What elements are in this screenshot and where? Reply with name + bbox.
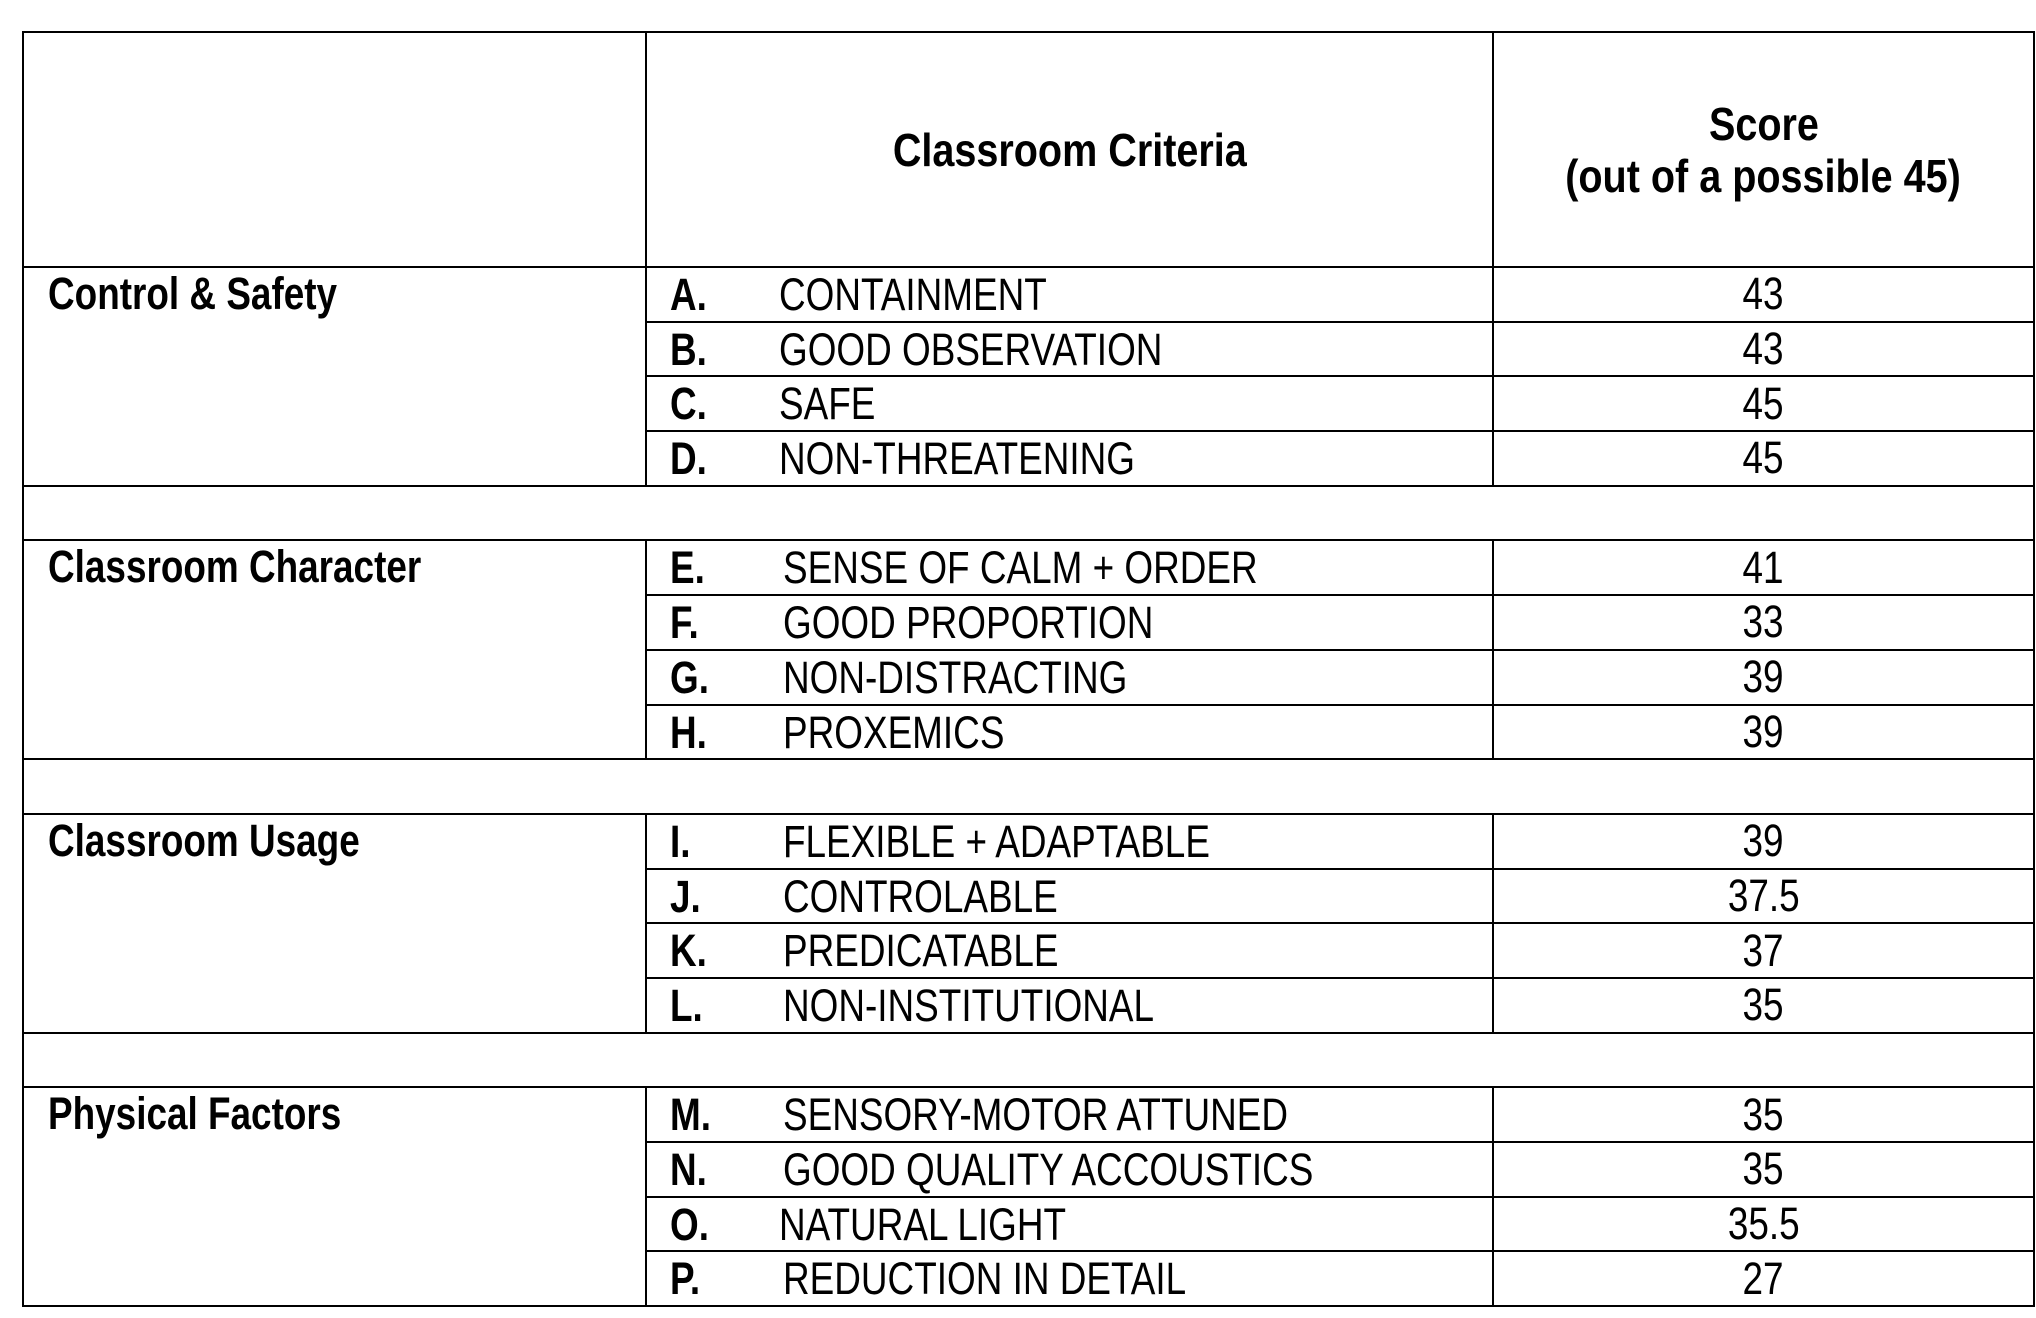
score-value: 27 — [1742, 1252, 1785, 1304]
criterion-cell — [646, 650, 1493, 705]
section-label-text: Classroom Character — [48, 541, 422, 593]
score-header-line1: Score — [1708, 97, 1819, 150]
criterion-letter: E. — [670, 542, 705, 594]
score-cell — [1493, 431, 2034, 486]
criterion-cell — [646, 1087, 1493, 1142]
table-row — [23, 540, 2034, 595]
score-value: 41 — [1742, 541, 1785, 593]
criterion-cell — [646, 1197, 1493, 1252]
score-value: 43 — [1742, 323, 1785, 375]
criterion-name: NON-INSTITUTIONAL — [783, 979, 1155, 1031]
score-cell — [1493, 322, 2034, 377]
score-value: 33 — [1742, 596, 1785, 648]
score-cell — [1493, 978, 2034, 1033]
score-value: 35 — [1742, 1143, 1785, 1195]
criterion-name: CONTAINMENT — [779, 269, 1047, 320]
header-empty-cell — [23, 32, 646, 267]
score-cell — [1493, 540, 2034, 595]
criterion-name: CONTROLABLE — [783, 870, 1058, 922]
score-cell — [1493, 595, 2034, 650]
criterion-letter: G. — [670, 651, 709, 703]
criterion-letter: P. — [670, 1253, 701, 1305]
section-label-text: Control & Safety — [48, 268, 338, 319]
criterion-cell — [646, 322, 1493, 377]
criterion-name: SENSORY-MOTOR ATTUNED — [783, 1089, 1289, 1141]
score-value: 39 — [1742, 651, 1785, 703]
section-label-control-safety — [23, 267, 646, 486]
criterion-letter: F. — [670, 597, 699, 649]
section-label-classroom-character — [23, 540, 646, 759]
score-value: 35 — [1742, 979, 1785, 1031]
criterion-letter: J. — [670, 870, 701, 922]
spacer-cell — [23, 759, 2034, 814]
score-value: 39 — [1742, 815, 1785, 867]
section-label-text: Physical Factors — [48, 1088, 342, 1140]
table-header-row — [23, 32, 2034, 267]
criterion-name: SAFE — [779, 378, 876, 430]
score-cell — [1493, 923, 2034, 978]
section-spacer-row — [23, 759, 2034, 814]
section-label-physical-factors — [23, 1087, 646, 1306]
criterion-cell — [646, 978, 1493, 1033]
criteria-header — [646, 32, 1493, 267]
section-label-text: Classroom Usage — [48, 814, 360, 866]
criterion-name: NON-THREATENING — [779, 433, 1136, 485]
criterion-name: REDUCTION IN DETAIL — [783, 1253, 1187, 1305]
score-cell — [1493, 267, 2034, 322]
criterion-letter: N. — [670, 1144, 707, 1195]
score-value: 35 — [1742, 1088, 1785, 1140]
criterion-name: SENSE OF CALM + ORDER — [783, 542, 1258, 594]
score-value: 37.5 — [1727, 869, 1800, 921]
criterion-cell — [646, 431, 1493, 486]
criterion-name: NON-DISTRACTING — [783, 651, 1128, 703]
criterion-cell — [646, 267, 1493, 322]
score-cell — [1493, 814, 2034, 869]
spacer-cell — [23, 1033, 2034, 1088]
criterion-letter: C. — [670, 378, 707, 430]
criterion-letter: A. — [670, 269, 707, 320]
criterion-name: GOOD OBSERVATION — [779, 323, 1163, 375]
criterion-cell — [646, 1142, 1493, 1197]
table-row — [23, 267, 2034, 322]
criterion-name: GOOD PROPORTION — [783, 597, 1154, 649]
score-cell — [1493, 650, 2034, 705]
score-value: 45 — [1742, 377, 1785, 429]
classroom-criteria-table — [22, 31, 2035, 1307]
score-cell — [1493, 1197, 2034, 1252]
criterion-cell — [646, 923, 1493, 978]
section-label-classroom-usage — [23, 814, 646, 1033]
criterion-name: PROXEMICS — [783, 706, 1005, 758]
section-spacer-row — [23, 486, 2034, 541]
score-value: 35.5 — [1727, 1198, 1800, 1250]
score-cell — [1493, 705, 2034, 760]
score-cell — [1493, 869, 2034, 924]
score-cell — [1493, 376, 2034, 431]
table-row — [23, 1087, 2034, 1142]
criterion-name: NATURAL LIGHT — [779, 1198, 1067, 1250]
criterion-name: PREDICATABLE — [783, 925, 1059, 977]
criterion-letter: D. — [670, 433, 707, 485]
score-cell — [1493, 1087, 2034, 1142]
criterion-cell — [646, 1251, 1493, 1306]
score-cell — [1493, 1251, 2034, 1306]
criterion-letter: B. — [670, 323, 707, 375]
score-value: 39 — [1742, 705, 1785, 757]
criterion-cell — [646, 814, 1493, 869]
score-header-line2: (out of a possible 45) — [1565, 149, 1962, 202]
criterion-name: FLEXIBLE + ADAPTABLE — [783, 815, 1210, 867]
criterion-letter: O. — [670, 1198, 709, 1250]
section-spacer-row — [23, 1033, 2034, 1088]
score-value: 45 — [1742, 432, 1785, 484]
criterion-cell — [646, 869, 1493, 924]
criteria-header-label: Classroom Criteria — [892, 123, 1247, 176]
spacer-cell — [23, 486, 2034, 541]
score-value: 43 — [1742, 268, 1785, 320]
criterion-letter: K. — [670, 925, 707, 977]
criterion-cell — [646, 540, 1493, 595]
criterion-name: GOOD QUALITY ACCOUSTICS — [783, 1144, 1314, 1195]
table-row — [23, 814, 2034, 869]
criterion-letter: I. — [670, 815, 691, 867]
criterion-cell — [646, 595, 1493, 650]
criterion-letter: L. — [670, 979, 703, 1031]
criterion-letter: H. — [670, 706, 707, 758]
score-value: 37 — [1742, 924, 1785, 976]
criterion-letter: M. — [670, 1089, 711, 1141]
score-header — [1493, 32, 2034, 267]
score-cell — [1493, 1142, 2034, 1197]
criterion-cell — [646, 705, 1493, 760]
criterion-cell — [646, 376, 1493, 431]
